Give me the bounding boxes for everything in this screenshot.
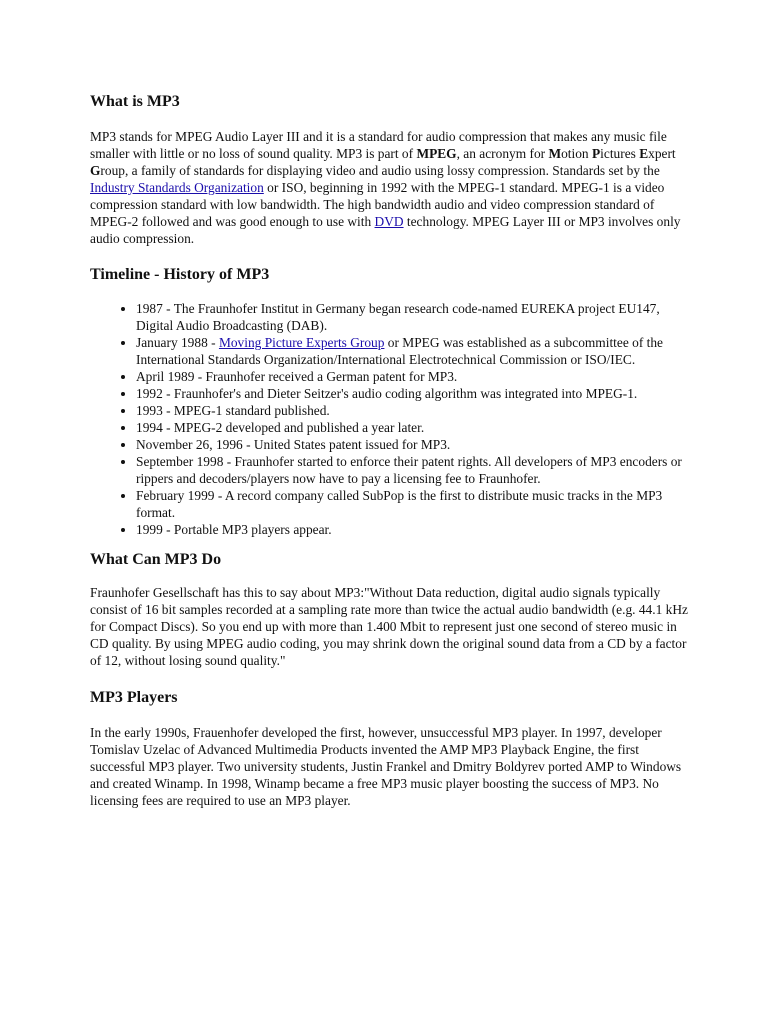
timeline-item: • 1999 - Portable MP3 players appear. xyxy=(136,521,688,538)
bold-letter-p: P xyxy=(591,146,601,161)
timeline-item: • April 1989 - Fraunhofer received a German patent for MP3. xyxy=(136,368,688,385)
timeline-item: • September 1998 - Fraunhofer started to enforce their patent rights. All developers of MP3 encoders or rippers and decoders/players now have to pay a licensing fee to Fraunhofer. xyxy=(136,453,688,487)
heading-what-is-mp3: What is MP3 xyxy=(90,93,180,110)
link-industry-standards-organization[interactable]: Industry Standards Organization xyxy=(90,180,264,195)
paragraph-what-can-mp3-do: Fraunhofer Gesellschaft has this to say about MP3:"Without Data reduction, digital audio signals typically consist of 16 bit samples recorded at a sampling rate more than twice the actual audio bandwidth (e.g. 44.1 kHz for Compact Discs). So you end up with more than 1.400 Mbit to represent just one second of stereo music in CD quality. By using MPEG audio coding, you may shrink down the original sound data from a CD by a factor of 12, without losing sound quality." xyxy=(90,585,688,668)
timeline-item: • 1993 - MPEG-1 standard published. xyxy=(136,402,688,419)
text-run: or ISO, beginning in 1992 with the MPEG-1 standard. MPEG-1 is a video compression standard with low bandwidth. The high bandwidth audio and video compression standard of MPEG-2 followed and was good enough to use with xyxy=(90,180,665,229)
heading-what-can-mp3-do: What Can MP3 Do xyxy=(90,551,222,568)
text-run: ictures xyxy=(600,146,640,161)
text-run: technology. MPEG Layer III or MP3 involves only audio compression. xyxy=(90,214,681,246)
timeline-item: • 1994 - MPEG-2 developed and published a year later. xyxy=(136,419,688,436)
bold-mpeg: MPEG xyxy=(416,146,457,161)
link-dvd[interactable]: DVD xyxy=(374,214,404,229)
text-run: or MPEG was established as a subcommittee of the International Standards Organization/International Electrotechnical Commission or ISO/IEC. xyxy=(136,335,663,367)
text-run: , an acronym for xyxy=(456,146,549,161)
bold-letter-g: G xyxy=(90,163,101,178)
bold-letter-e: E xyxy=(639,146,649,161)
paragraph-mp3-players: In the early 1990s, Frauenhofer developed the first, however, unsuccessful MP3 player. In 1997, developer Tomislav Uzelac of Advanced Multimedia Products invented the AMP MP3 Playback Engine, the first successful MP3 player. Two university students, Justin Frankel and Dmitry Boldyrev ported AMP to Windows and created Winamp. In 1998, Winamp became a free MP3 music player boosting the success of MP3. No licensing fees are required to use an MP3 player. xyxy=(90,725,682,808)
bold-letter-m: M xyxy=(548,146,562,161)
text-run: January 1988 - xyxy=(136,335,219,350)
timeline-item xyxy=(136,334,688,368)
text-run: xpert xyxy=(648,146,676,161)
paragraph-what-is-mp3 xyxy=(90,128,688,247)
heading-mp3-players: MP3 Players xyxy=(90,689,178,706)
text-run: otion xyxy=(561,146,592,161)
timeline-item: • 1987 - The Fraunhofer Institut in Germany began research code-named EUREKA project EU147, Digital Audio Broadcasting (DAB). xyxy=(136,300,688,334)
text-run: roup, a family of standards for displaying video and audio using lossy compression. Standards set by the xyxy=(100,163,660,178)
text-run: MP3 stands for MPEG Audio Layer III and it is a standard for audio compression that makes any music file smaller with little or no loss of sound quality. MP3 is part of xyxy=(90,129,667,161)
timeline-item: • 1992 - Fraunhofer's and Dieter Seitzer's audio coding algorithm was integrated into MPEG-1. xyxy=(136,385,688,402)
heading-timeline: Timeline - History of MP3 xyxy=(90,266,270,283)
timeline-item: • November 26, 1996 - United States patent issued for MP3. xyxy=(136,436,688,453)
timeline-list xyxy=(90,300,688,538)
timeline-item: • February 1999 - A record company called SubPop is the first to distribute music tracks in the MP3 format. xyxy=(136,487,688,521)
link-moving-picture-experts-group[interactable]: Moving Picture Experts Group xyxy=(218,335,385,350)
